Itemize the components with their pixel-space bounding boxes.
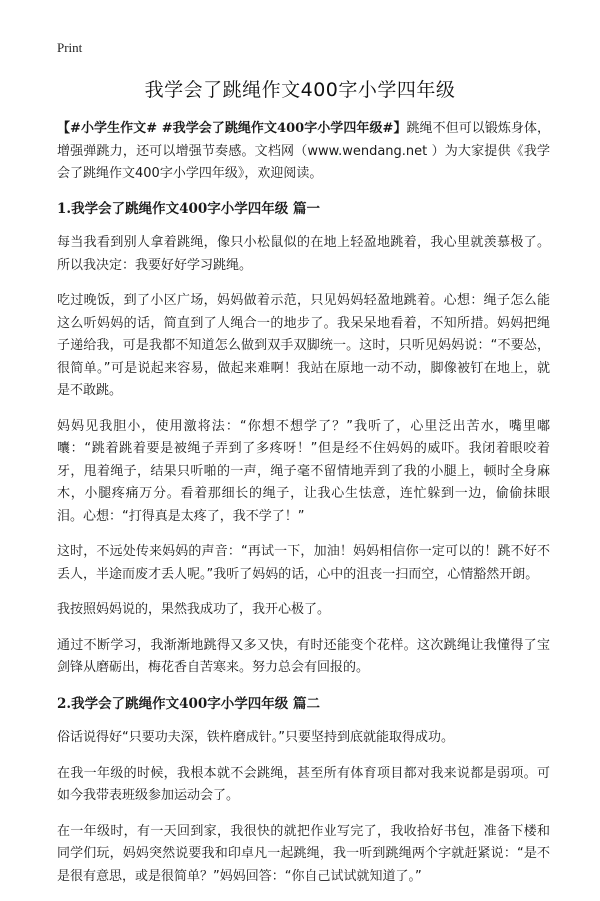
section-2-paragraph-3: 在一年级时，有一天回到家，我很快的就把作业写完了，我收拾好书包，准备下楼和同学们玩，妈妈突然说要我和印卓凡一起跳绳，我一听到跳绳两个字就赶紧说：“是不是很有意思，或是很简单？”妈妈回答：“你自己试试就知道了。” bbox=[57, 823, 550, 884]
section-heading-1: 1.我学会了跳绳作文400字小学四年级 篇一 bbox=[57, 200, 320, 217]
section-heading-2: 2.我学会了跳绳作文400字小学四年级 篇二 bbox=[57, 695, 320, 712]
intro-paragraph bbox=[57, 118, 550, 186]
page-title: 我学会了跳绳作文400字小学四年级 bbox=[144, 79, 456, 101]
section-1-paragraph-6: 通过不断学习，我渐渐地跳得又多又快，有时还能变个花样。这次跳绳让我懂得了宝剑锋从磨砺出，梅花香自苦寒来。努力总会有回报的。 bbox=[57, 637, 550, 675]
section-2-paragraph-2: 在我一年级的时候，我根本就不会跳绳，甚至所有体育项目都对我来说都是弱项。可如今我带表班级参加运动会了。 bbox=[57, 765, 550, 803]
section-1-paragraph-4: 这时，不远处传来妈妈的声音：“再试一下，加油！妈妈相信你一定可以的！跳不好不丢人，半途而废才丢人呢。”我听了妈妈的话，心中的沮丧一扫而空，心情豁然开朗。 bbox=[57, 544, 550, 582]
section-1-paragraph-3: 妈妈见我胆小，使用激将法：“你想不想学了？”我听了，心里泛出苦水，嘴里嘟囔：“跳着跳着要是被绳子弄到了多疼呀！”但是经不住妈妈的威吓。我闭着眼咬着牙，甩着绳子，结果只听啪的一声，绳子毫不留情地弄到了我的小腿上，顿时全身麻木，小腿疼痛万分。看着那细长的绳子，让我心生怯意，连忙躲到一边，偷偷抹眼泪。心想：“打得真是太疼了，我不学了！” bbox=[57, 418, 550, 524]
document-body bbox=[57, 118, 550, 901]
section-1-paragraph-2: 吃过晚饭，到了小区广场，妈妈做着示范，只见妈妈轻盈地跳着。心想：绳子怎么能这么听妈妈的话，简直到了人绳合一的地步了。我呆呆地看着，不知所措。妈妈把绳子递给我，可是我都不知道怎么做到双手双脚统一。这时，只听见妈妈说：“不要怂，很简单。”可是说起来容易，做起来难啊！我站在原地一动不动，脚像被钉在地上，就是不敢跳。 bbox=[57, 293, 550, 398]
section-1-paragraph-1: 每当我看到别人拿着跳绳，像只小松鼠似的在地上轻盈地跳着，我心里就羡慕极了。所以我决定：我要好好学习跳绳。 bbox=[57, 235, 550, 273]
intro-tag: 【#小学生作文# #我学会了跳绳作文400字小学四年级#】 bbox=[57, 121, 407, 136]
section-1-paragraph-5: 我按照妈妈说的，果然我成功了，我开心极了。 bbox=[57, 602, 331, 617]
print-label: Print bbox=[57, 40, 83, 55]
section-2-paragraph-1: 俗话说得好“只要功夫深，铁杵磨成针。”只要坚持到底就能取得成功。 bbox=[57, 730, 454, 745]
intro-text: 跳绳不但可以锻炼身体，增强弹跳力，还可以增强节奏感。文档网（www.wendang.net ）为大家提供《我学会了跳绳作文400字小学四年级》，欢迎阅读。 bbox=[57, 121, 550, 181]
